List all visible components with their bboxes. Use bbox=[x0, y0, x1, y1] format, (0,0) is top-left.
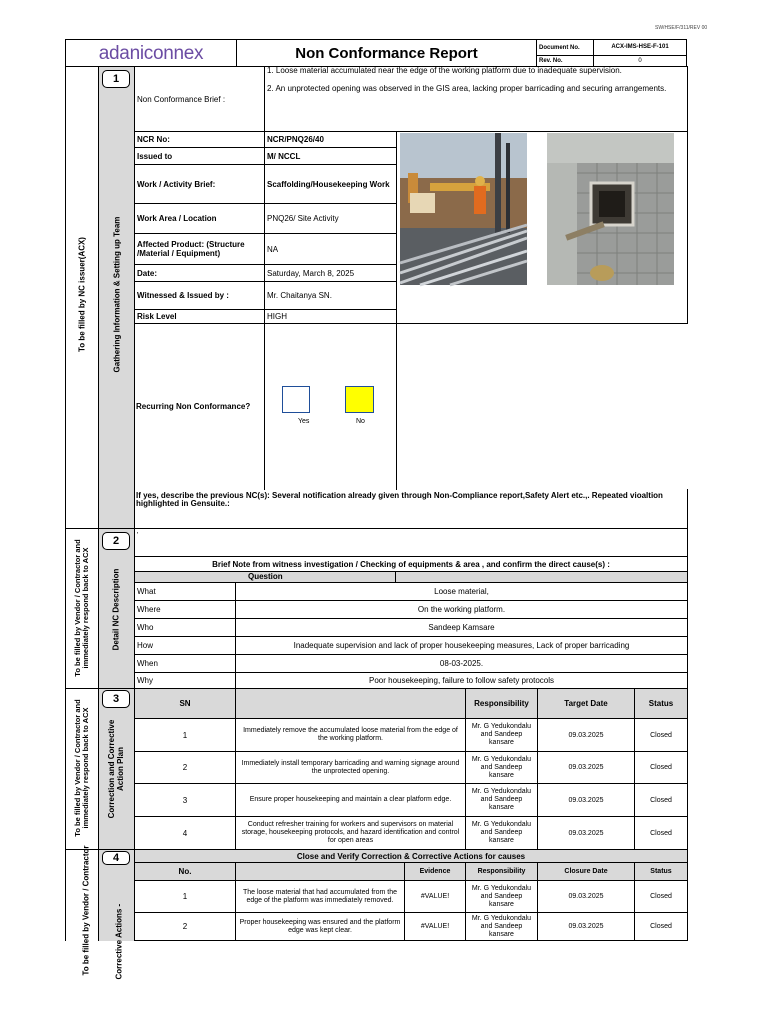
nc-brief-text bbox=[264, 66, 688, 132]
field-label-affected-product: Affected Product: (Structure /Material / Equipment) bbox=[134, 233, 265, 265]
plan-header-action bbox=[235, 688, 466, 719]
plan-action-cell: Immediately remove the accumulated loose material from the edge of the working platform. bbox=[235, 718, 466, 752]
verify-closure-date-cell: 09.03.2025 bbox=[537, 912, 635, 941]
plan-target-date-cell: 09.03.2025 bbox=[537, 816, 635, 850]
question-cell: What bbox=[134, 582, 236, 601]
document-no-value: ACX-IMS-HSE-F-101 bbox=[593, 39, 687, 56]
recurring-no-label: No bbox=[356, 418, 365, 425]
logo-cell bbox=[65, 39, 237, 67]
plan-action-cell: Ensure proper housekeeping and maintain a clear platform edge. bbox=[235, 783, 466, 817]
section-number-1: 1 bbox=[102, 70, 130, 88]
answer-cell: 08-03-2025. bbox=[235, 654, 688, 673]
field-label-risk-level: Risk Level bbox=[134, 309, 265, 324]
answer-cell: Loose material, bbox=[235, 582, 688, 601]
question-cell: Why bbox=[134, 672, 236, 689]
side-label-vendor-respond: To be filled by Vendor / Contractor and immediately respond back to ACX bbox=[73, 539, 90, 677]
document-reference: SW/HSE/F/311/REV 00 bbox=[655, 25, 708, 31]
plan-header-target-date: Target Date bbox=[537, 688, 635, 719]
brief-note-header: Brief Note from witness investigation / Checking of equipments & area , and confirm the direct cause(s) : bbox=[134, 556, 688, 572]
plan-header-status: Status bbox=[634, 688, 688, 719]
section2-mark: ' bbox=[137, 532, 139, 539]
nc-brief-line-1: 1. Loose material accumulated near the edge of the working platform due to inadequate supervision. bbox=[267, 66, 622, 75]
verify-no-cell: 2 bbox=[134, 912, 236, 941]
plan-status-cell: Closed bbox=[634, 751, 688, 784]
field-label-witnessed: Witnessed & Issued by : bbox=[134, 281, 265, 310]
recurring-no-checkbox[interactable] bbox=[345, 386, 374, 413]
side-label-vendor-respond-2: To be filled by Vendor / Contractor and immediately respond back to ACX bbox=[73, 699, 90, 837]
question-cell: When bbox=[134, 654, 236, 673]
side-label-gathering: Gathering Information & Setting up Team bbox=[112, 216, 122, 373]
verify-action-cell: The loose material that had accumulated from the edge of the platform was immediately removed. bbox=[235, 880, 405, 913]
verify-action-cell: Proper housekeeping was ensured and the platform edge was kept clear. bbox=[235, 912, 405, 941]
question-header: Question bbox=[248, 572, 283, 581]
side-label-nc-issuer: To be filled by NC issuer(ACX) bbox=[77, 237, 87, 352]
plan-sn-cell: 3 bbox=[134, 783, 236, 817]
field-value-ncr-no: NCR/PNQ26/40 bbox=[264, 131, 397, 148]
page-title: Non Conformance Report bbox=[295, 44, 478, 62]
if-yes-description: If yes, describe the previous NC(s): Several notification already given through Non-Compliance report,Safety Alert etc.,. Repeated vioaltion highlighted in Gensuite.: bbox=[136, 491, 663, 508]
field-label-ncr-no: NCR No: bbox=[134, 131, 265, 148]
verify-title: Close and Verify Correction & Corrective Actions for causes bbox=[134, 849, 688, 863]
verify-closure-date-cell: 09.03.2025 bbox=[537, 880, 635, 913]
plan-responsibility-cell: Mr. G Yedukondalu and Sandeep kansare bbox=[465, 783, 538, 817]
section-number-4: 4 bbox=[102, 851, 130, 865]
title-cell bbox=[236, 39, 537, 67]
plan-responsibility-cell: Mr. G Yedukondalu and Sandeep kansare bbox=[465, 816, 538, 850]
plan-status-cell: Closed bbox=[634, 783, 688, 817]
plan-responsibility-cell: Mr. G Yedukondalu and Sandeep kansare bbox=[465, 718, 538, 752]
plan-target-date-cell: 09.03.2025 bbox=[537, 718, 635, 752]
field-value-affected-product: NA bbox=[264, 233, 397, 265]
verify-header-evidence: Evidence bbox=[404, 862, 466, 881]
scaffolding-photo-graphic bbox=[400, 133, 527, 285]
plan-sn-cell: 4 bbox=[134, 816, 236, 850]
site-photo-scaffolding bbox=[400, 133, 527, 285]
field-label-date: Date: bbox=[134, 264, 265, 282]
opening-photo-graphic bbox=[547, 133, 674, 285]
verify-status-cell: Closed bbox=[634, 880, 688, 913]
verify-header-responsibility: Responsibility bbox=[465, 862, 538, 881]
answer-cell: Poor housekeeping, failure to follow safety protocols bbox=[235, 672, 688, 689]
site-photo-opening bbox=[547, 133, 674, 285]
plan-status-cell: Closed bbox=[634, 718, 688, 752]
field-label-work-activity: Work / Activity Brief: bbox=[134, 164, 265, 204]
rev-no-label: Rev. No. bbox=[536, 55, 594, 67]
company-logo: adaniconnex bbox=[98, 42, 204, 64]
side-label-vendor-contractor: To be filled by Vendor / Contractor bbox=[81, 845, 91, 976]
verify-responsibility-cell: Mr. G Yedukondalu and Sandeep kansare bbox=[465, 880, 538, 913]
field-value-risk-level: HIGH bbox=[264, 309, 397, 324]
verify-evidence-cell: #VALUE! bbox=[404, 912, 466, 941]
verify-evidence-cell: #VALUE! bbox=[404, 880, 466, 913]
verify-header-status: Status bbox=[634, 862, 688, 881]
recurring-yes-label: Yes bbox=[298, 418, 310, 425]
verify-header-closure-date: Closure Date bbox=[537, 862, 635, 881]
side-label-correction-plan: Correction and Corrective Action Plan bbox=[107, 719, 125, 819]
plan-target-date-cell: 09.03.2025 bbox=[537, 783, 635, 817]
plan-sn-cell: 2 bbox=[134, 751, 236, 784]
side-label-corrective-actions: Corrective Actions - bbox=[114, 903, 124, 980]
plan-responsibility-cell: Mr. G Yedukondalu and Sandeep kansare bbox=[465, 751, 538, 784]
verify-header-action bbox=[235, 862, 405, 881]
field-value-issued-to: M/ NCCL bbox=[264, 147, 397, 165]
question-cell: Who bbox=[134, 618, 236, 637]
nc-brief-line-2: 2. An unprotected opening was observed in the GIS area, lacking proper barricading and securing arrangements. bbox=[267, 84, 667, 93]
recurring-nc-label: Recurring Non Conformance? bbox=[136, 402, 251, 411]
question-cell: How bbox=[134, 636, 236, 655]
plan-status-cell: Closed bbox=[634, 816, 688, 850]
verify-header-no: No. bbox=[134, 862, 236, 881]
document-no-label: Document No. bbox=[536, 39, 594, 56]
plan-target-date-cell: 09.03.2025 bbox=[537, 751, 635, 784]
field-label-work-area: Work Area / Location bbox=[134, 203, 265, 234]
verify-status-cell: Closed bbox=[634, 912, 688, 941]
plan-header-responsibility: Responsibility bbox=[465, 688, 538, 719]
recurring-yes-checkbox[interactable] bbox=[282, 386, 310, 413]
section4-vendor-column bbox=[65, 845, 99, 976]
rev-no-value: 0 bbox=[593, 55, 687, 67]
verify-no-cell: 1 bbox=[134, 880, 236, 913]
answer-cell: Inadequate supervision and lack of proper housekeeping measures, Lack of proper barricading bbox=[235, 636, 688, 655]
section-number-2: 2 bbox=[102, 532, 130, 550]
field-label-issued-to: Issued to bbox=[134, 147, 265, 165]
question-cell: Where bbox=[134, 600, 236, 619]
answer-cell: On the working platform. bbox=[235, 600, 688, 619]
answer-cell: Sandeep Kamsare bbox=[235, 618, 688, 637]
verify-responsibility-cell: Mr. G Yedukondalu and Sandeep kansare bbox=[465, 912, 538, 941]
section2-blank-cell bbox=[134, 528, 688, 557]
field-value-work-activity: Scaffolding/Housekeeping Work bbox=[264, 164, 397, 204]
field-value-witnessed: Mr. Chaitanya SN. bbox=[264, 281, 397, 310]
plan-header-sn: SN bbox=[134, 688, 236, 719]
section-number-3: 3 bbox=[102, 690, 130, 708]
side-label-detail-nc: Detail NC Description bbox=[111, 568, 121, 651]
plan-sn-cell: 1 bbox=[134, 718, 236, 752]
field-value-work-area: PNQ26/ Site Activity bbox=[264, 203, 397, 234]
nc-brief-label: Non Conformance Brief : bbox=[134, 66, 265, 132]
plan-action-cell: Conduct refresher training for workers and supervisors on material storage, housekeeping protocols, and hazard identification and control for open areas bbox=[235, 816, 466, 850]
plan-action-cell: Immediately install temporary barricading and warning signage around the unprotected opening. bbox=[235, 751, 466, 784]
field-value-date: Saturday, March 8, 2025 bbox=[264, 264, 397, 282]
